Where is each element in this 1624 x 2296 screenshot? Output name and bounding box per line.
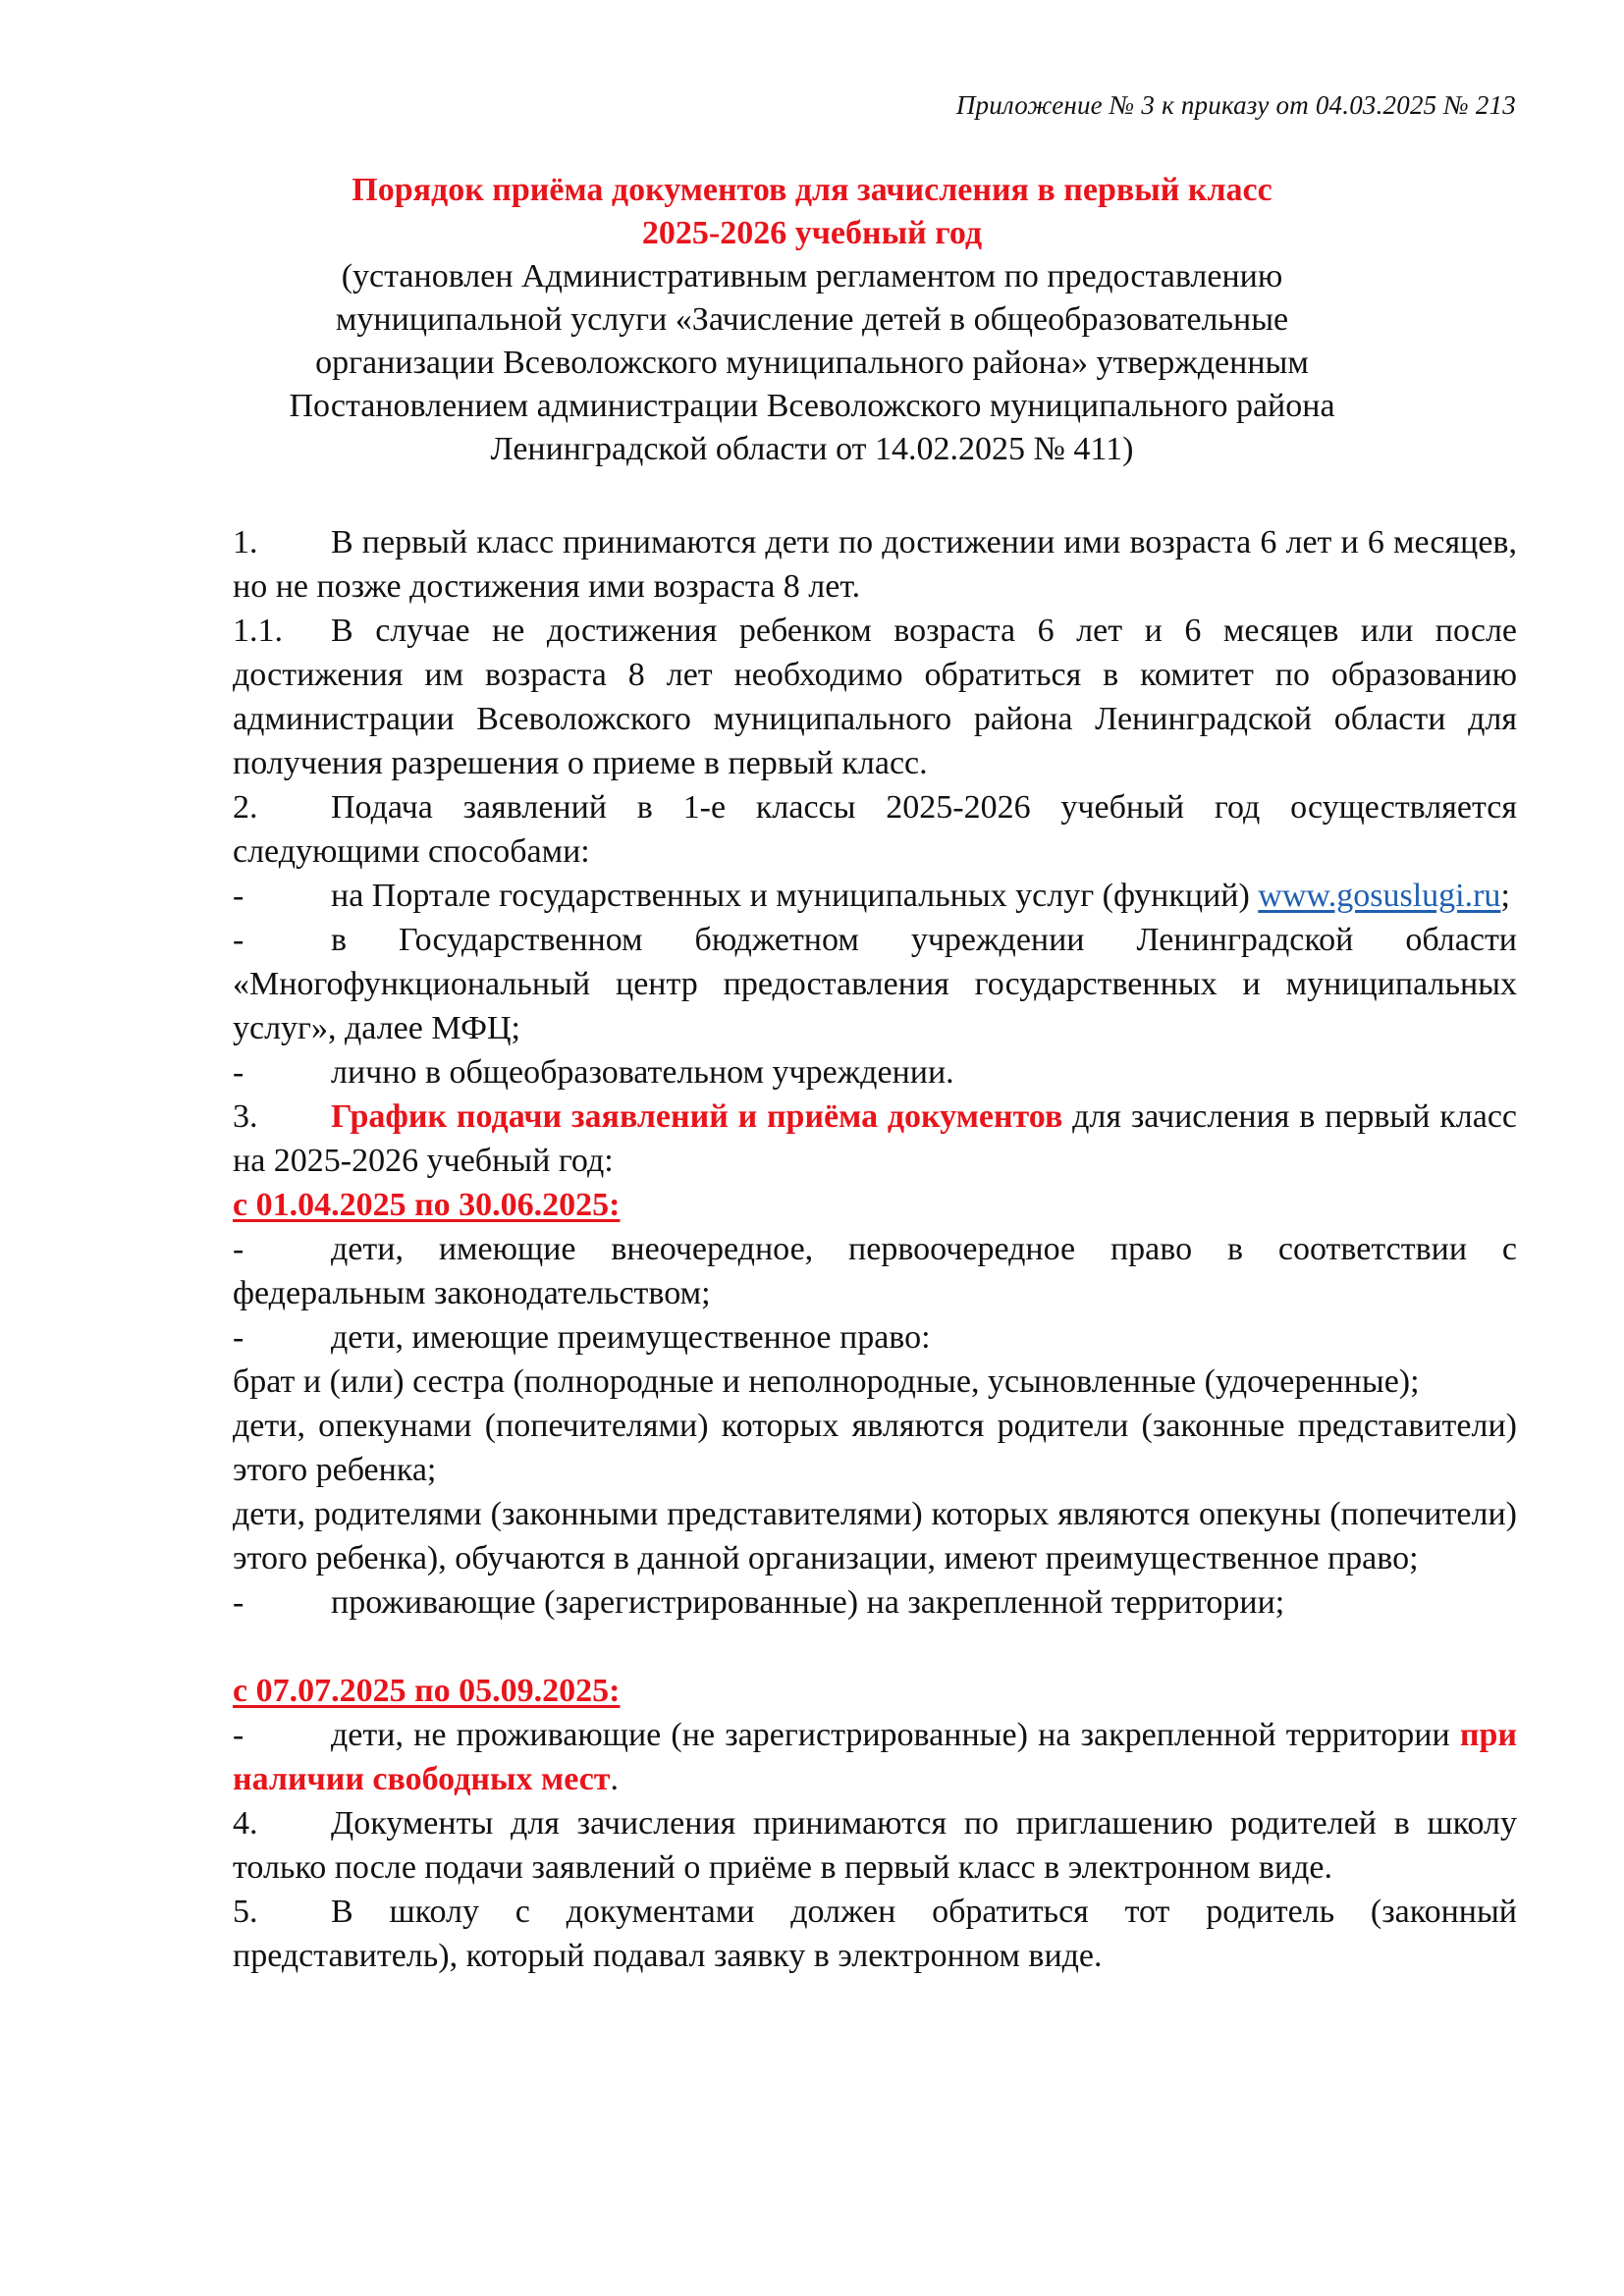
item-text: дети, имеющие преимущественное право: [331, 1319, 931, 1356]
list-dash: - [233, 1717, 244, 1753]
item-3-not-registered [233, 1713, 1517, 1801]
item-3-guardian-children: дети, родителями (законными представителями) которых являются опекуны (попечители) этого ребенка), обучаются в данной организации, имеют преимущественное право; [233, 1496, 1517, 1576]
item-text: В первый класс принимаются дети по достижении ими возраста 6 лет и 6 месяцев, но не позже достижения ими возраста 8 лет. [233, 524, 1517, 605]
item-3-registered [233, 1580, 1517, 1625]
item-text: В случае не достижения ребенком возраста 6 лет и 6 месяцев или после достижения им возраста 8 лет необходимо обратиться в комитет по образованию администрации Всеволожского муниципального района Ленинградской области для получения разрешения о приеме в первый класс. [233, 613, 1517, 781]
item-2-mfc [233, 918, 1517, 1050]
list-dash: - [233, 1319, 244, 1356]
item-text: дети, имеющие внеочередное, первоочередное право в соответствии с федеральным законодательством; [233, 1231, 1517, 1311]
document-body [233, 520, 1517, 1978]
item-number: 5. [233, 1894, 258, 1930]
item-1-1 [233, 609, 1517, 785]
item-text-end: . [610, 1761, 619, 1797]
item-3-guardians: дети, опекунами (попечителями) которых являются родители (законные представители) этого ребенка; [233, 1408, 1517, 1488]
item-3-preferential [233, 1315, 1517, 1360]
item-3-siblings: брат и (или) сестра (полнородные и неполнородные, усыновленные (удочеренные); [233, 1363, 1420, 1400]
item-number: 3. [233, 1098, 258, 1135]
list-dash: - [233, 878, 244, 914]
item-number: 4. [233, 1805, 258, 1842]
item-4 [233, 1801, 1517, 1890]
item-number: 1. [233, 524, 258, 561]
item-text: проживающие (зарегистрированные) на закрепленной территории; [331, 1584, 1285, 1621]
document-header [196, 169, 1428, 471]
subtitle-line-1: (установлен Административным регламентом по предоставлению [341, 258, 1283, 294]
list-dash: - [233, 1584, 244, 1621]
item-text: в Государственном бюджетном учреждении Ленинградской области «Многофункциональный центр предоставления государственных и муниципальных услуг», далее МФЦ; [233, 922, 1517, 1046]
item-text-end: ; [1500, 878, 1510, 914]
item-text: В школу с документами должен обратиться тот родитель (законный представитель), который подавал заявку в электронном виде. [233, 1894, 1517, 1974]
item-text: дети, не проживающие (не зарегистрированные) на закрепленной территории [331, 1717, 1450, 1753]
list-dash: - [233, 1231, 244, 1267]
item-text: лично в общеобразовательном учреждении. [331, 1054, 954, 1091]
item-text: на Портале государственных и муниципальных услуг (функций) [331, 878, 1250, 914]
schedule-highlight: График подачи заявлений и приёма документов [331, 1098, 1063, 1135]
free-places-highlight: при наличии свободных мест [233, 1717, 1517, 1797]
item-number: 1.1. [233, 613, 283, 649]
item-3-priority [233, 1227, 1517, 1315]
subtitle-line-3: организации Всеволожского муниципального района» утвержденным [315, 345, 1309, 381]
item-3 [233, 1095, 1517, 1183]
period-1-dates: с 01.04.2025 по 30.06.2025: [233, 1187, 621, 1223]
item-5 [233, 1890, 1517, 1978]
period-2-heading [233, 1669, 1517, 1713]
spacer [233, 1625, 1517, 1669]
appendix-reference: Приложение № 3 к приказу от 04.03.2025 № 213 [955, 90, 1516, 120]
item-text: Документы для зачисления принимаются по приглашению родителей в школу только после подачи заявлений о приёме в первый класс в электронном виде. [233, 1805, 1517, 1886]
gosuslugi-link[interactable]: www.gosuslugi.ru [1258, 878, 1501, 914]
item-text: для зачисления в первый класс на 2025-2026 учебный год: [233, 1098, 1518, 1179]
item-2-school [233, 1050, 1517, 1095]
list-dash: - [233, 922, 244, 958]
title-line-2: 2025-2026 учебный год [641, 215, 983, 251]
item-1 [233, 520, 1517, 609]
item-2 [233, 785, 1517, 874]
period-1-heading [233, 1183, 1517, 1227]
item-text: Подача заявлений в 1-е классы 2025-2026 учебный год осуществляется следующими способами: [233, 789, 1517, 870]
subtitle-line-2: муниципальной услуги «Зачисление детей в общеобразовательные [335, 301, 1289, 338]
title-line-1: Порядок приёма документов для зачисления в первый класс [352, 172, 1272, 208]
period-2-dates: с 07.07.2025 по 05.09.2025: [233, 1673, 621, 1709]
subtitle-line-4: Постановлением администрации Всеволожского муниципального района [289, 388, 1335, 424]
item-number: 2. [233, 789, 258, 826]
subtitle-line-5: Ленинградской области от 14.02.2025 № 411) [490, 431, 1134, 467]
list-dash: - [233, 1054, 244, 1091]
item-2-portal [233, 874, 1517, 918]
